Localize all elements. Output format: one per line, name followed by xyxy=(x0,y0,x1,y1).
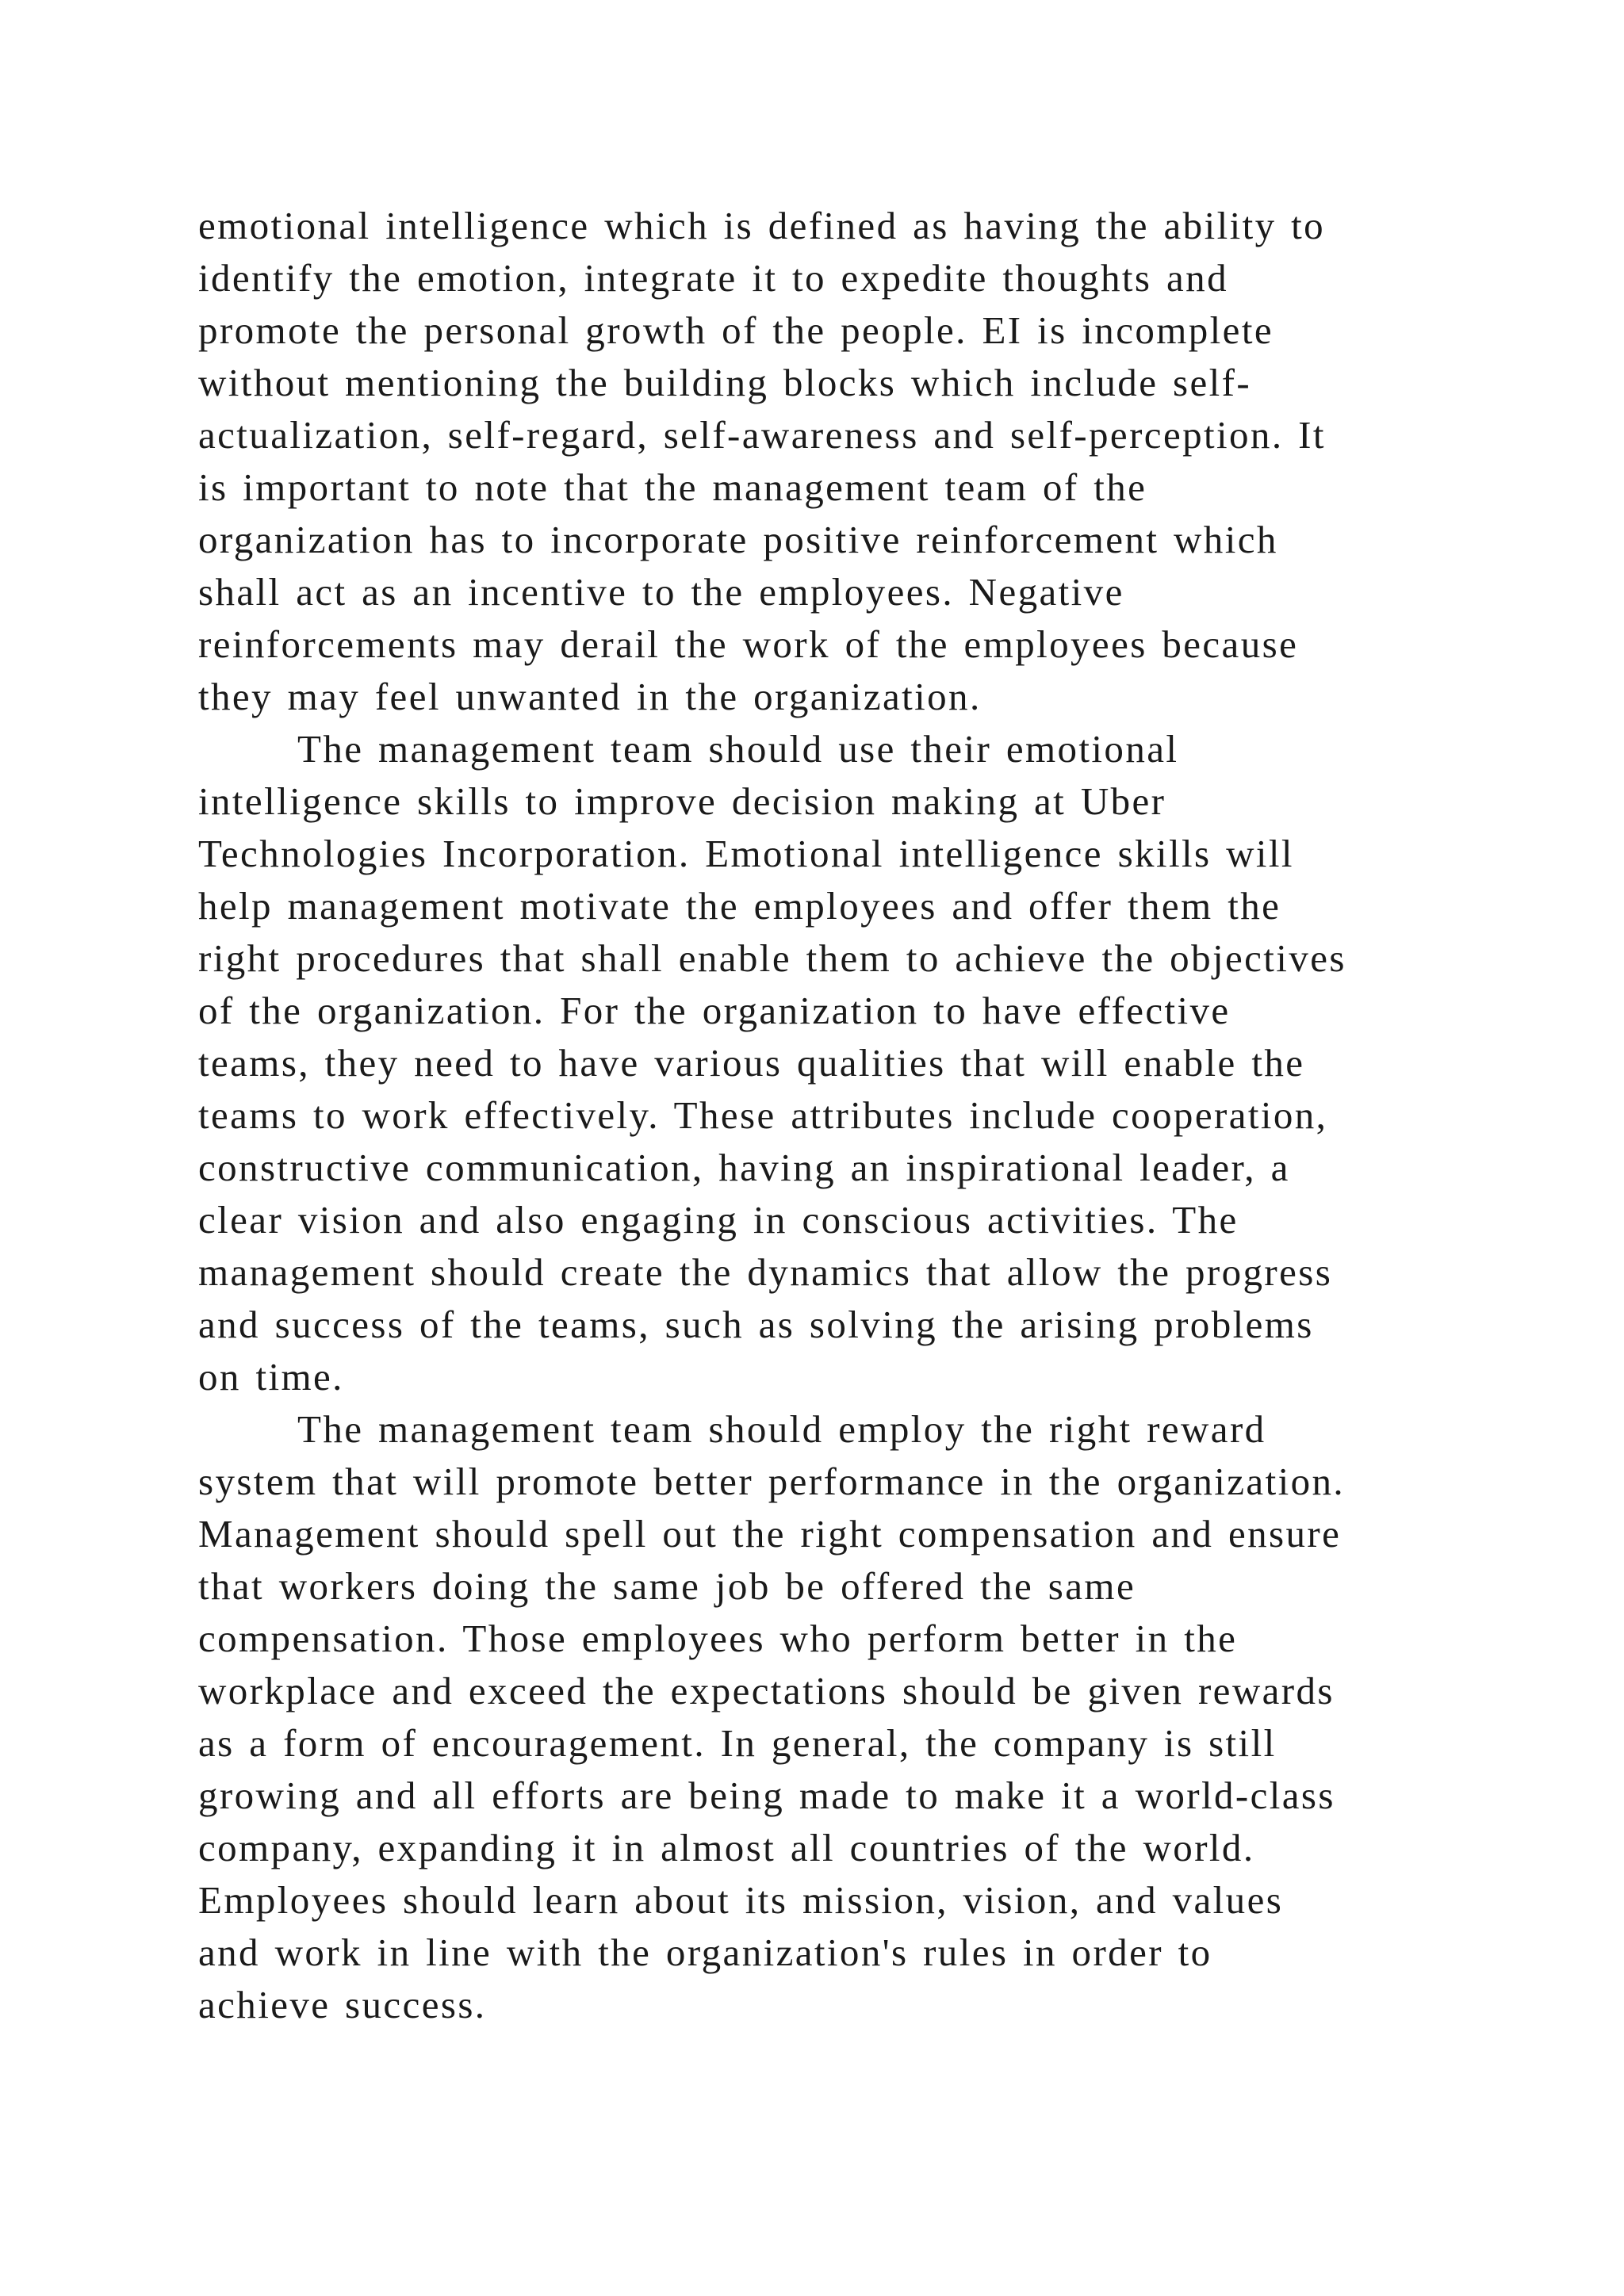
text-line: system that will promote better performance in the organization. xyxy=(198,1460,1346,1503)
text-line: constructive communication, having an inspirational leader, a xyxy=(198,1146,1290,1189)
text-line: Employees should learn about its mission, vision, and values xyxy=(198,1878,1284,1922)
text-line: they may feel unwanted in the organization. xyxy=(198,675,982,718)
text-line: is important to note that the management team of the xyxy=(198,465,1147,509)
text-line: teams to work effectively. These attributes include cooperation, xyxy=(198,1093,1328,1137)
text-line: right procedures that shall enable them to achieve the objectives xyxy=(198,936,1346,980)
body-text xyxy=(198,200,1475,2031)
text-line: reinforcements may derail the work of the employees because xyxy=(198,622,1299,666)
text-line: and work in line with the organization's rules in order to xyxy=(198,1931,1212,1974)
text-line: intelligence skills to improve decision making at Uber xyxy=(198,779,1166,823)
text-line: actualization, self-regard, self-awareness and self-perception. It xyxy=(198,413,1326,457)
text-line: as a form of encouragement. In general, the company is still xyxy=(198,1721,1277,1765)
text-line: help management motivate the employees and offer them the xyxy=(198,884,1281,928)
text-line: promote the personal growth of the people. EI is incomplete xyxy=(198,308,1274,352)
text-line: without mentioning the building blocks which include self- xyxy=(198,361,1252,404)
text-line: workplace and exceed the expectations should be given rewards xyxy=(198,1669,1335,1712)
text-line: on time. xyxy=(198,1355,344,1399)
text-line: achieve success. xyxy=(198,1983,487,2026)
paragraph-first-line: The management team should use their emotional xyxy=(297,727,1179,771)
text-line: management should create the dynamics that allow the progress xyxy=(198,1250,1333,1294)
text-line: growing and all efforts are being made to make it a world-class xyxy=(198,1774,1335,1817)
text-line: of the organization. For the organization to have effective xyxy=(198,989,1231,1032)
text-line: and success of the teams, such as solving the arising problems xyxy=(198,1303,1314,1346)
text-line: emotional intelligence which is defined as having the ability to xyxy=(198,204,1326,247)
text-line: organization has to incorporate positive reinforcement which xyxy=(198,518,1278,561)
paragraph-first-line: The management team should employ the right reward xyxy=(297,1407,1266,1451)
text-line: shall act as an incentive to the employees. Negative xyxy=(198,570,1124,614)
text-line: Technologies Incorporation. Emotional intelligence skills will xyxy=(198,832,1294,875)
text-line: that workers doing the same job be offered the same xyxy=(198,1564,1136,1608)
text-line: identify the emotion, integrate it to expedite thoughts and xyxy=(198,256,1228,300)
text-line: Management should spell out the right compensation and ensure xyxy=(198,1512,1342,1556)
text-line: teams, they need to have various qualities that will enable the xyxy=(198,1041,1305,1085)
text-line: company, expanding it in almost all countries of the world. xyxy=(198,1826,1255,1869)
text-line: clear vision and also engaging in conscious activities. The xyxy=(198,1198,1239,1242)
text-line: compensation. Those employees who perform better in the xyxy=(198,1617,1238,1660)
